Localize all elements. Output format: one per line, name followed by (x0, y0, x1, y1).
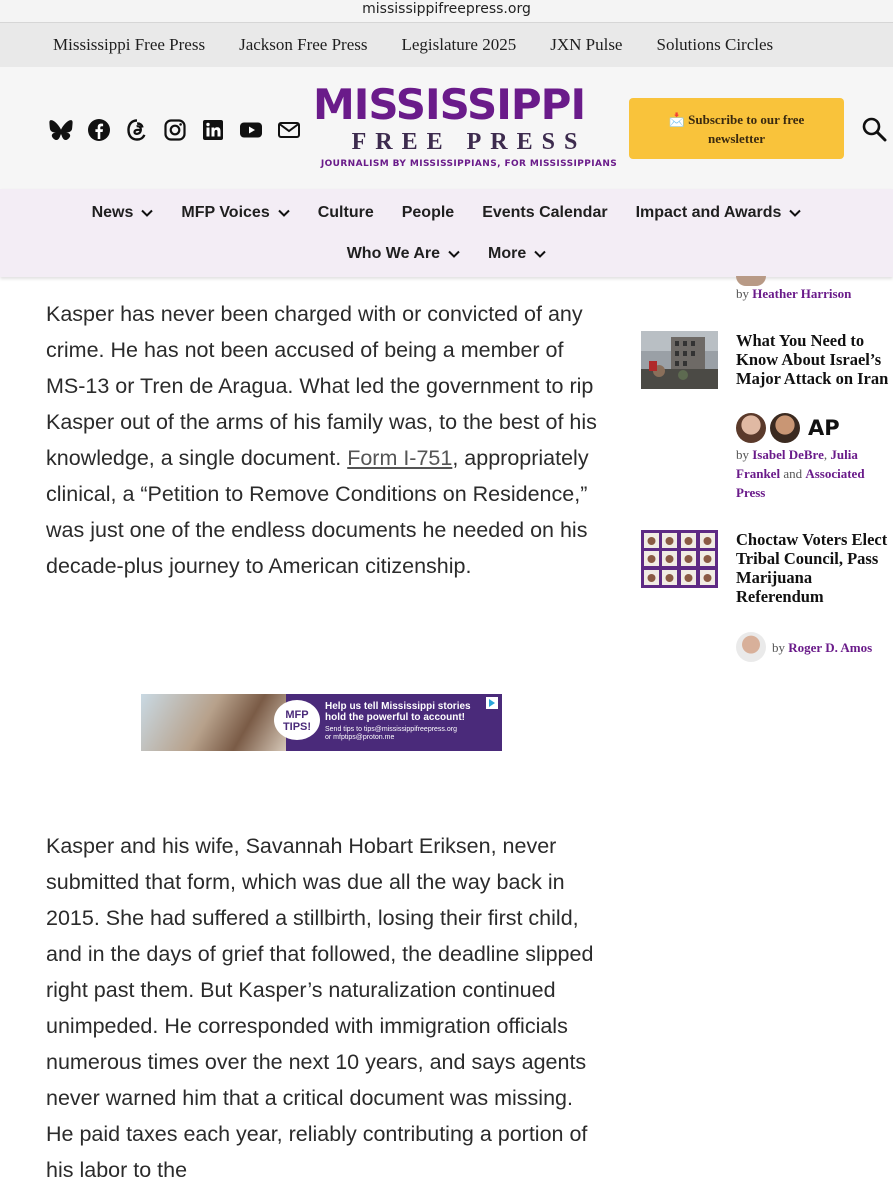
ad-choices-icon[interactable] (486, 697, 498, 709)
network-link-legislature-2025[interactable]: Legislature 2025 (401, 35, 517, 54)
network-link-jxn-pulse[interactable]: JXN Pulse (550, 35, 623, 54)
instagram-icon[interactable] (162, 117, 188, 143)
ap-logo: AP (808, 416, 840, 440)
nav-item-who-we-are[interactable]: Who We Are (347, 245, 460, 263)
social-links (48, 117, 302, 143)
story-title[interactable]: Choctaw Voters Elect Tribal Council, Pass Marijuana Referendum (736, 530, 888, 606)
linkedin-icon[interactable] (200, 117, 226, 143)
avatar (736, 632, 766, 662)
story-thumbnail-choctaw[interactable] (641, 530, 718, 588)
nav-item-people[interactable]: People (401, 203, 455, 221)
article-paragraph-1: Kasper has never been charged with or convicted of any crime. He has not been accused of being a member of MS-13 or Tren de Aragua. What led the government to rip Kasper out of the arms of his family was, to the best of his knowledge, a single document. Form I-751, appropriately clinical, a “Petition to Remove Conditions on Residence,” was just one of the endless documents he needed on his decade-plus journey to American citizenship. (46, 302, 597, 578)
nav-item-culture[interactable]: Culture (317, 203, 374, 221)
story-byline: by Roger D. Amos (772, 639, 873, 655)
search-icon[interactable] (861, 116, 887, 142)
ad-contact: Send tips to tips@mississippifreepress.org or mfptips@proton.me (325, 726, 457, 741)
author-link[interactable]: Isabel DeBre (752, 447, 824, 462)
form-i751-link[interactable]: Form I-751 (347, 446, 453, 470)
nav-item-events-calendar[interactable]: Events Calendar (482, 203, 608, 221)
logo-wordmark: MISSISSIPPI (313, 80, 586, 129)
network-link-solutions-circles[interactable]: Solutions Circles (656, 35, 774, 54)
ad-photo (141, 694, 286, 751)
chevron-down-icon (789, 209, 801, 217)
chevron-down-icon (448, 250, 460, 258)
tips-ad-banner[interactable] (141, 694, 502, 751)
author-link[interactable]: Roger D. Amos (788, 639, 873, 655)
ad-headline: Help us tell Mississippi stories hold the powerful to account! (325, 701, 471, 723)
site-logo[interactable] (313, 80, 625, 173)
author-link[interactable]: Heather Harrison (752, 286, 852, 301)
youtube-icon[interactable] (238, 117, 264, 143)
chevron-down-icon (141, 209, 153, 217)
threads-icon[interactable] (124, 117, 150, 143)
facebook-icon[interactable] (86, 117, 112, 143)
avatar (770, 413, 800, 443)
article-paragraph-2: Kasper and his wife, Savannah Hobart Eriksen, never submitted that form, which was due all the way back in 2015. She had suffered a stillbirth, losing their first child, and in the days of grief that followed, the deadline slipped right past them. But Kasper’s naturalization continued unimpeded. He corresponded with immigration officials numerous times over the next 10 years, and says agents never warned him that a critical document was missing. He paid taxes each year, reliably contributing a portion of his labor to the (46, 834, 594, 1182)
nav-item-impact-and-awards[interactable]: Impact and Awards (636, 204, 802, 222)
logo-tagline: JOURNALISM BY MISSISSIPPIANS, FOR MISSISSIPPIANS (320, 159, 618, 169)
ad-tips-bubble: MFP TIPS! (274, 700, 320, 740)
site-header (0, 67, 893, 189)
chevron-down-icon (534, 250, 546, 258)
story-title[interactable]: What You Need to Know About Israel’s Major Attack on Iran (736, 331, 889, 388)
network-link-jackson-free-press[interactable]: Jackson Free Press (239, 35, 368, 54)
story-byline: by Isabel DeBre, Julia Frankel and Associated Press (736, 447, 865, 500)
url-text: mississippifreepress.org (362, 1, 531, 17)
main-nav (0, 189, 893, 277)
network-nav (0, 22, 893, 67)
author-link[interactable]: Associated Press (736, 466, 865, 500)
avatar (736, 276, 766, 286)
nav-item-more[interactable]: More (488, 245, 546, 263)
bluesky-icon[interactable] (48, 117, 74, 143)
avatar (736, 413, 766, 443)
nav-item-news[interactable]: News (92, 204, 154, 222)
subscribe-button[interactable]: 📩 Subscribe to our free newsletter (629, 98, 844, 159)
chevron-down-icon (278, 209, 290, 217)
author-link[interactable]: Julia Frankel (736, 447, 858, 481)
nav-item-mfp-voices[interactable]: MFP Voices (181, 204, 289, 222)
browser-url-bar[interactable] (0, 0, 893, 22)
logo-subtitle: FREE PRESS (351, 129, 587, 155)
email-icon[interactable] (276, 117, 302, 143)
story-thumbnail-israel-iran[interactable] (641, 331, 718, 389)
sidebar-byline-previous: by Heather Harrison (736, 286, 852, 301)
network-link-mississippi-free-press[interactable]: Mississippi Free Press (53, 35, 206, 54)
